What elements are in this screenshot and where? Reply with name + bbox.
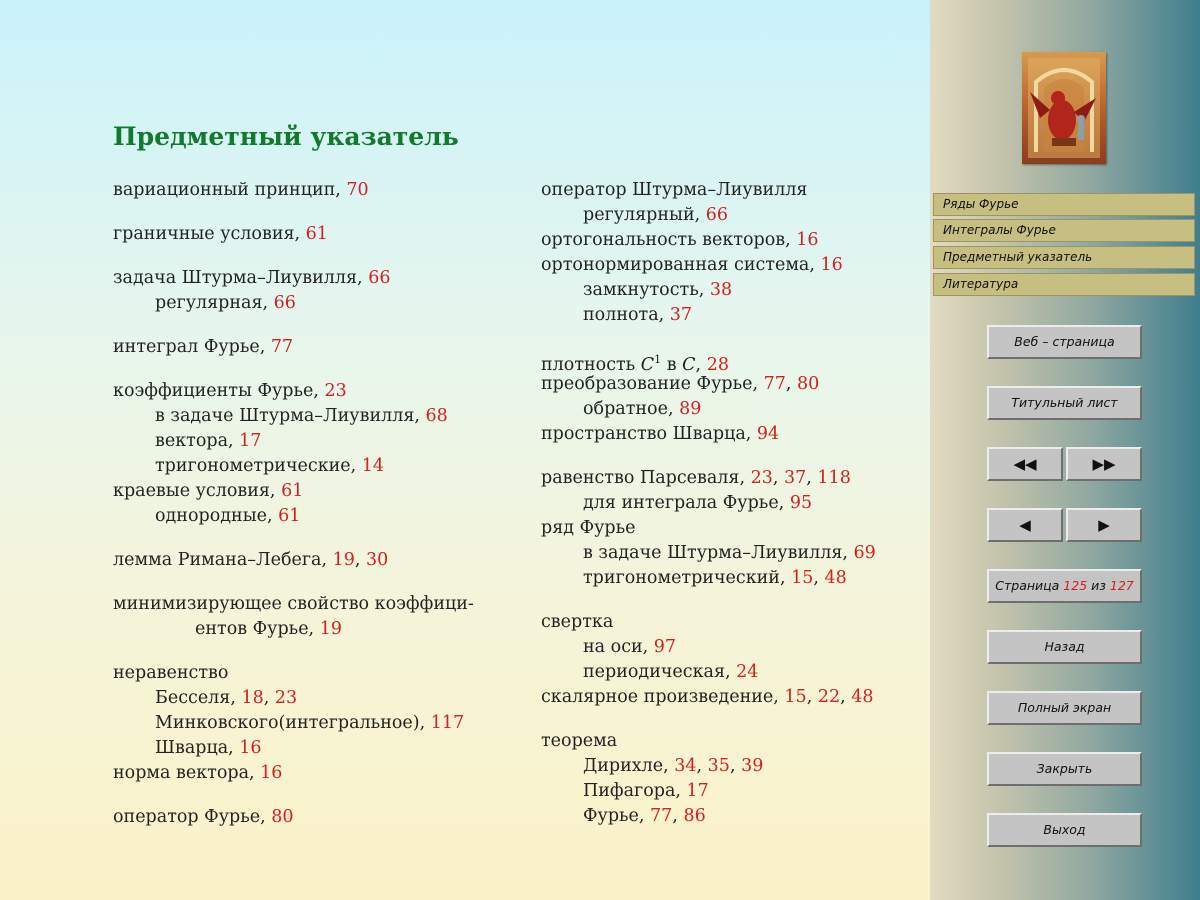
index-group — [113, 222, 513, 247]
index-entry: интеграл Фурье, 77 — [113, 337, 294, 357]
page-title: Предметный указатель — [113, 122, 459, 151]
tab-subject-index[interactable]: Предметный указатель — [933, 246, 1195, 269]
index-subentry: периодическая, 24 — [583, 662, 759, 682]
index-entry: скалярное произведение, 15, 22, 48 — [541, 687, 874, 707]
page-link[interactable]: 19 — [332, 550, 355, 570]
index-entry: норма вектора, 16 — [113, 763, 283, 783]
index-subentry: замкнутость, 38 — [583, 280, 733, 300]
page-link[interactable]: 16 — [820, 255, 843, 275]
page-link[interactable]: 61 — [278, 506, 301, 526]
page-link[interactable]: 30 — [366, 550, 389, 570]
index-subentry: полнота, 37 — [583, 305, 693, 325]
page-link[interactable]: 77 — [650, 806, 673, 826]
fullscreen-button[interactable]: Полный экран — [987, 691, 1142, 725]
page-link[interactable]: 39 — [741, 756, 764, 776]
index-subentry: в задаче Штурма–Лиувилля, 68 — [155, 406, 448, 426]
index-entry: преобразование Фурье, 77, 80 — [541, 374, 820, 394]
math-symbol: C — [640, 355, 655, 375]
index-entry: ортогональность векторов, 16 — [541, 230, 819, 250]
index-group — [541, 729, 921, 829]
index-group — [113, 805, 513, 830]
index-group — [113, 266, 513, 316]
page-link[interactable]: 14 — [361, 456, 385, 476]
index-entry: вариационный принцип, 70 — [113, 180, 369, 200]
index-entry: коэффициенты Фурье, 23 — [113, 381, 347, 401]
page-link[interactable]: 80 — [271, 807, 294, 827]
index-entry: лемма Римана–Лебега, 19, 30 — [113, 550, 389, 570]
page-link[interactable]: 61 — [281, 481, 304, 501]
page-link[interactable]: 16 — [239, 738, 262, 758]
back-button[interactable]: Назад — [987, 630, 1142, 664]
left-arrow-icon: ◀ — [1019, 516, 1031, 534]
page-link[interactable]: 94 — [756, 424, 780, 444]
dragon-picture-icon — [1022, 52, 1106, 164]
page-link[interactable]: 89 — [679, 399, 702, 419]
exit-button[interactable]: Выход — [987, 813, 1142, 847]
index-column-right — [541, 178, 921, 829]
first-page-button[interactable] — [987, 447, 1063, 481]
index-group — [113, 335, 513, 360]
index-group — [113, 379, 513, 529]
index-group — [541, 347, 921, 447]
title-page-button[interactable]: Титульный лист — [987, 386, 1142, 420]
index-group — [541, 466, 921, 591]
index-subentry: вектора, 17 — [155, 431, 262, 451]
page-link[interactable]: 34 — [674, 756, 697, 776]
index-subentry: тригонометрический, 15, 48 — [583, 568, 847, 588]
page-link[interactable]: 77 — [763, 374, 786, 394]
page-link[interactable]: 48 — [851, 687, 874, 707]
index-subentry: на оси, 97 — [583, 637, 677, 657]
page-link[interactable]: 15 — [791, 568, 814, 588]
page-link[interactable]: 69 — [853, 543, 876, 563]
double-left-arrow-icon: ◀◀ — [1013, 455, 1037, 473]
index-entry: оператор Фурье, 80 — [113, 807, 294, 827]
page-link[interactable]: 18 — [241, 688, 264, 708]
index-entry: пространство Шварца, 94 — [541, 424, 780, 444]
index-subentry: для интеграла Фурье, 95 — [583, 493, 813, 513]
next-page-button[interactable] — [1066, 508, 1142, 542]
index-entry: задача Штурма–Лиувилля, 66 — [113, 268, 391, 288]
double-right-arrow-icon: ▶▶ — [1092, 455, 1116, 473]
page-link[interactable]: 61 — [305, 224, 328, 244]
index-subentry: Фурье, 77, 86 — [583, 806, 706, 826]
index-entry: неравенство — [113, 663, 229, 683]
index-subentry: Пифагора, 17 — [583, 781, 709, 801]
index-subentry: однородные, 61 — [155, 506, 301, 526]
web-page-button[interactable]: Веб – страница — [987, 325, 1142, 359]
page-link[interactable]: 35 — [707, 756, 730, 776]
page-link[interactable]: 23 — [274, 688, 298, 708]
previous-page-button[interactable] — [987, 508, 1063, 542]
page-link[interactable]: 118 — [817, 468, 851, 488]
page-link[interactable]: 38 — [709, 280, 733, 300]
index-group — [113, 548, 513, 573]
page-link[interactable]: 23 — [750, 468, 773, 488]
page-link[interactable]: 17 — [686, 781, 709, 801]
index-group — [541, 610, 921, 710]
page-link[interactable]: 117 — [430, 713, 465, 733]
page-indicator-button[interactable]: Страница 125 из 127 — [987, 569, 1142, 603]
index-entry-continuation: ентов Фурье, 19 — [195, 619, 342, 639]
cover-thumbnail[interactable] — [1022, 52, 1106, 164]
index-entry: граничные условия, 61 — [113, 224, 328, 244]
index-subentry: регулярная, 66 — [155, 293, 296, 313]
page-link[interactable]: 22 — [817, 687, 841, 707]
page-link[interactable]: 28 — [706, 355, 729, 375]
page-link[interactable]: 86 — [683, 806, 706, 826]
tab-fourier-series[interactable]: Ряды Фурье — [933, 193, 1195, 216]
index-entry: свертка — [541, 612, 614, 632]
page-link[interactable]: 66 — [368, 268, 391, 288]
page-link[interactable]: 97 — [653, 637, 677, 657]
index-subentry: в задаче Штурма–Лиувилля, 69 — [583, 543, 876, 563]
math-superscript: 1 — [654, 353, 662, 366]
index-group — [541, 178, 921, 328]
page-link[interactable]: 15 — [784, 687, 807, 707]
index-subentry: Минковского(интегральное), 117 — [155, 713, 465, 733]
page-link[interactable]: 17 — [239, 431, 262, 451]
index-entry: ряд Фурье — [541, 518, 636, 538]
tab-fourier-integrals[interactable]: Интегралы Фурье — [933, 219, 1195, 242]
index-entry: теорема — [541, 731, 618, 751]
last-page-button[interactable] — [1066, 447, 1142, 481]
index-group — [113, 661, 513, 786]
tab-literature[interactable]: Литература — [933, 273, 1195, 296]
index-entry: оператор Штурма–Лиувилля — [541, 180, 808, 200]
page-link[interactable]: 23 — [324, 381, 347, 401]
page-link[interactable]: 48 — [824, 568, 847, 588]
index-group — [113, 592, 513, 642]
right-arrow-icon: ▶ — [1098, 516, 1110, 534]
page-link[interactable]: 16 — [796, 230, 819, 250]
index-subentry: обратное, 89 — [583, 399, 702, 419]
index-subentry: регулярный, 66 — [583, 205, 729, 225]
page-link[interactable]: 37 — [784, 468, 807, 488]
index-entry: ортонормированная система, 16 — [541, 255, 843, 275]
page-link[interactable]: 80 — [797, 374, 820, 394]
page-link[interactable]: 16 — [260, 763, 283, 783]
index-subentry: Бесселя, 18, 23 — [155, 688, 298, 708]
index-group — [113, 178, 513, 203]
page-link[interactable]: 68 — [425, 406, 448, 426]
math-symbol: C — [682, 355, 696, 375]
index-subentry: тригонометрические, 14 — [155, 456, 385, 476]
page-link[interactable]: 24 — [736, 662, 759, 682]
total-pages-number: 127 — [1109, 578, 1134, 593]
index-entry: минимизирующее свойство коэффици- — [113, 594, 474, 614]
index-entry: плотность $C^1$ в C, 28 — [541, 353, 729, 375]
page-link[interactable]: 66 — [273, 293, 296, 313]
page-link[interactable]: 95 — [789, 493, 813, 513]
page-link[interactable]: 37 — [669, 305, 693, 325]
page-link[interactable]: 77 — [270, 337, 294, 357]
index-entry: равенство Парсеваля, 23, 37, 118 — [541, 468, 851, 488]
index-subentry: Дирихле, 34, 35, 39 — [583, 756, 764, 776]
page-link[interactable]: 19 — [319, 619, 342, 639]
current-page-number: 125 — [1063, 578, 1088, 593]
page-link[interactable]: 70 — [346, 180, 369, 200]
index-subentry: Шварца, 16 — [155, 738, 262, 758]
index-entry: краевые условия, 61 — [113, 481, 304, 501]
close-button[interactable]: Закрыть — [987, 752, 1142, 786]
page-link[interactable]: 66 — [705, 205, 729, 225]
index-column-left — [113, 178, 513, 830]
